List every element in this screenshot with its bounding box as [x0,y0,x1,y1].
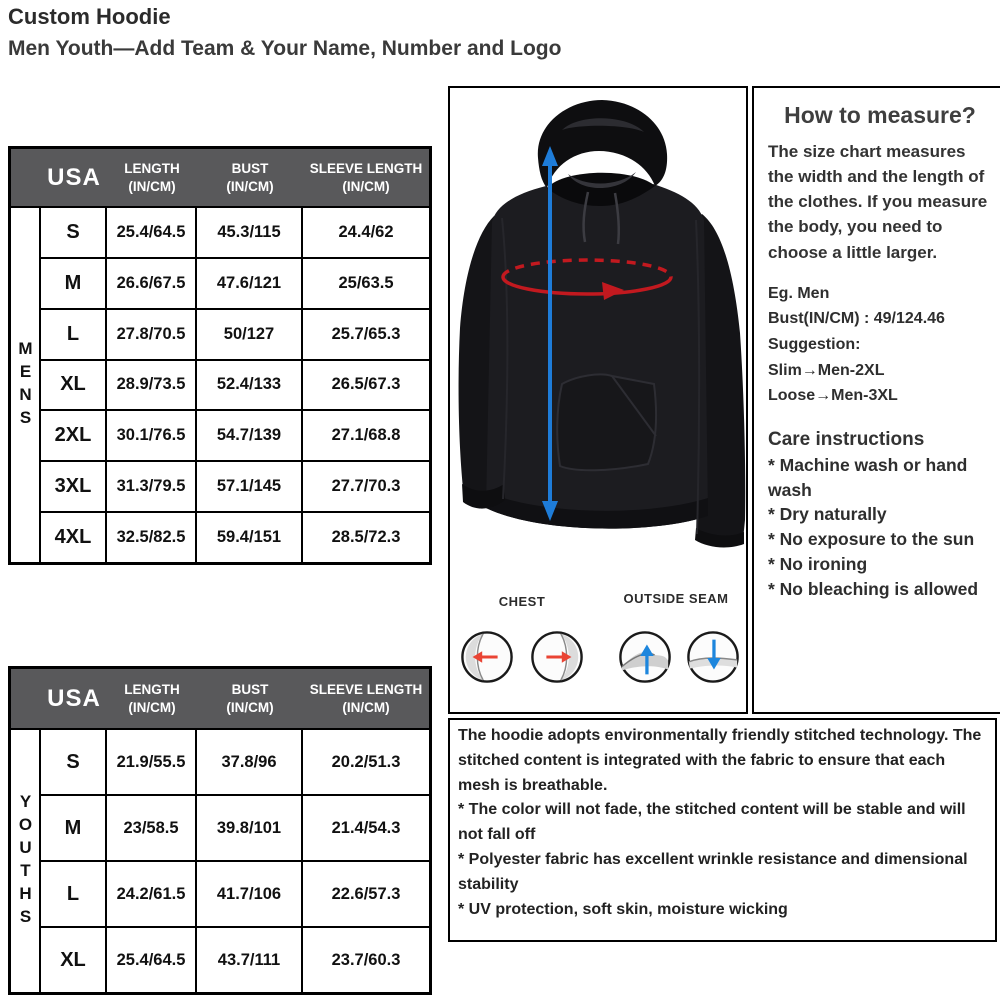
how-to-measure-panel [752,86,1000,714]
hoodie-image [450,88,746,548]
mens-group-label: MENS [11,206,41,562]
sleeve-cell: 28.5/72.3 [303,511,429,562]
bust-cell: 47.6/121 [197,257,303,308]
chest-arrow-right-icon [530,630,584,684]
header-sleeve: SLEEVE LENGTH (IN/CM) [309,160,423,194]
length-cell: 23/58.5 [107,794,197,860]
header-bust: BUST (IN/CM) [226,681,274,715]
example-line: Bust(IN/CM) : 49/124.46 [768,310,945,328]
care-item: * Machine wash or hand wash [768,454,968,500]
header-usa: USA [47,684,101,712]
page-subtitle: Men Youth—Add Team & Your Name, Number and Logo [8,37,562,60]
youth-table-header [11,669,429,728]
size-cell: 2XL [41,409,107,460]
sleeve-cell: 25/63.5 [303,257,429,308]
length-cell: 25.4/64.5 [107,926,197,992]
chest-label: CHEST [498,594,546,609]
how-to-measure-heading: How to measure? [784,102,976,128]
care-item: * No ironing [768,554,868,575]
care-instructions-heading: Care instructions [768,428,925,450]
length-cell: 21.9/55.5 [107,728,197,794]
sleeve-cell: 21.4/54.3 [303,794,429,860]
size-cell: XL [41,926,107,992]
mens-table-header [11,149,429,206]
length-cell: 31.3/79.5 [107,460,197,511]
sleeve-cell: 23.7/60.3 [303,926,429,992]
feature-item: * Polyester fabric has excellent wrinkle resistance and dimensional stability [458,850,968,893]
size-cell: L [41,308,107,359]
size-cell: XL [41,359,107,410]
length-cell: 32.5/82.5 [107,511,197,562]
seam-arrow-down-icon [686,630,740,684]
sleeve-cell: 27.7/70.3 [303,460,429,511]
hoodie-measure-panel [448,86,748,714]
sleeve-cell: 22.6/57.3 [303,860,429,926]
size-cell: L [41,860,107,926]
size-cell: S [41,206,107,257]
bust-cell: 54.7/139 [197,409,303,460]
sleeve-cell: 27.1/68.8 [303,409,429,460]
feature-item: * UV protection, soft skin, moisture wicking [458,900,788,918]
size-cell: M [41,794,107,860]
example-line: Suggestion: [768,335,861,353]
outside-seam-label: OUTSIDE SEAM [623,591,729,606]
length-cell: 28.9/73.5 [107,359,197,410]
size-cell: M [41,257,107,308]
sleeve-cell: 25.7/65.3 [303,308,429,359]
bust-cell: 41.7/106 [197,860,303,926]
seam-arrow-up-icon [618,630,672,684]
header-usa: USA [47,163,101,191]
mens-size-table [8,146,432,565]
feature-item: * The color will not fade, the stitched content will be stable and will not fall off [458,801,966,844]
features-intro: The hoodie adopts environmentally friendly stitched technology. The stitched content is integrated with the fabric to ensure that each mesh is breathable. [458,727,982,794]
size-cell: 4XL [41,511,107,562]
chest-arrow-left-icon [460,630,514,684]
header-length: LENGTH (IN/CM) [124,160,180,194]
example-line: Eg. Men [768,284,830,302]
header-length: LENGTH (IN/CM) [124,681,180,715]
care-item: * No exposure to the sun [768,529,975,550]
sleeve-cell: 26.5/67.3 [303,359,429,410]
bust-cell: 50/127 [197,308,303,359]
sleeve-cell: 20.2/51.3 [303,728,429,794]
size-cell: S [41,728,107,794]
example-line: Slim→Men-2XL [768,361,885,379]
bust-cell: 57.1/145 [197,460,303,511]
care-item: * Dry naturally [768,504,887,525]
bust-cell: 37.8/96 [197,728,303,794]
length-cell: 24.2/61.5 [107,860,197,926]
bust-cell: 39.8/101 [197,794,303,860]
length-cell: 26.6/67.5 [107,257,197,308]
header-sleeve: SLEEVE LENGTH (IN/CM) [309,681,423,715]
header-bust: BUST (IN/CM) [226,160,274,194]
bust-cell: 43.7/111 [197,926,303,992]
length-cell: 30.1/76.5 [107,409,197,460]
size-cell: 3XL [41,460,107,511]
product-features-box [448,718,997,942]
size-suggestion-example [768,281,992,409]
youth-size-table [8,666,432,995]
bust-cell: 59.4/151 [197,511,303,562]
length-cell: 25.4/64.5 [107,206,197,257]
how-to-measure-body: The size chart measures the width and the length of the clothes. If you measure the body, you need to choose a little larger. [768,142,988,262]
page-title: Custom Hoodie [8,4,171,29]
sleeve-cell: 24.4/62 [303,206,429,257]
example-line: Loose→Men-3XL [768,387,898,405]
length-cell: 27.8/70.5 [107,308,197,359]
bust-cell: 52.4/133 [197,359,303,410]
youths-group-label: YOUTHS [11,728,41,992]
care-item: * No bleaching is allowed [768,578,979,599]
bust-cell: 45.3/115 [197,206,303,257]
